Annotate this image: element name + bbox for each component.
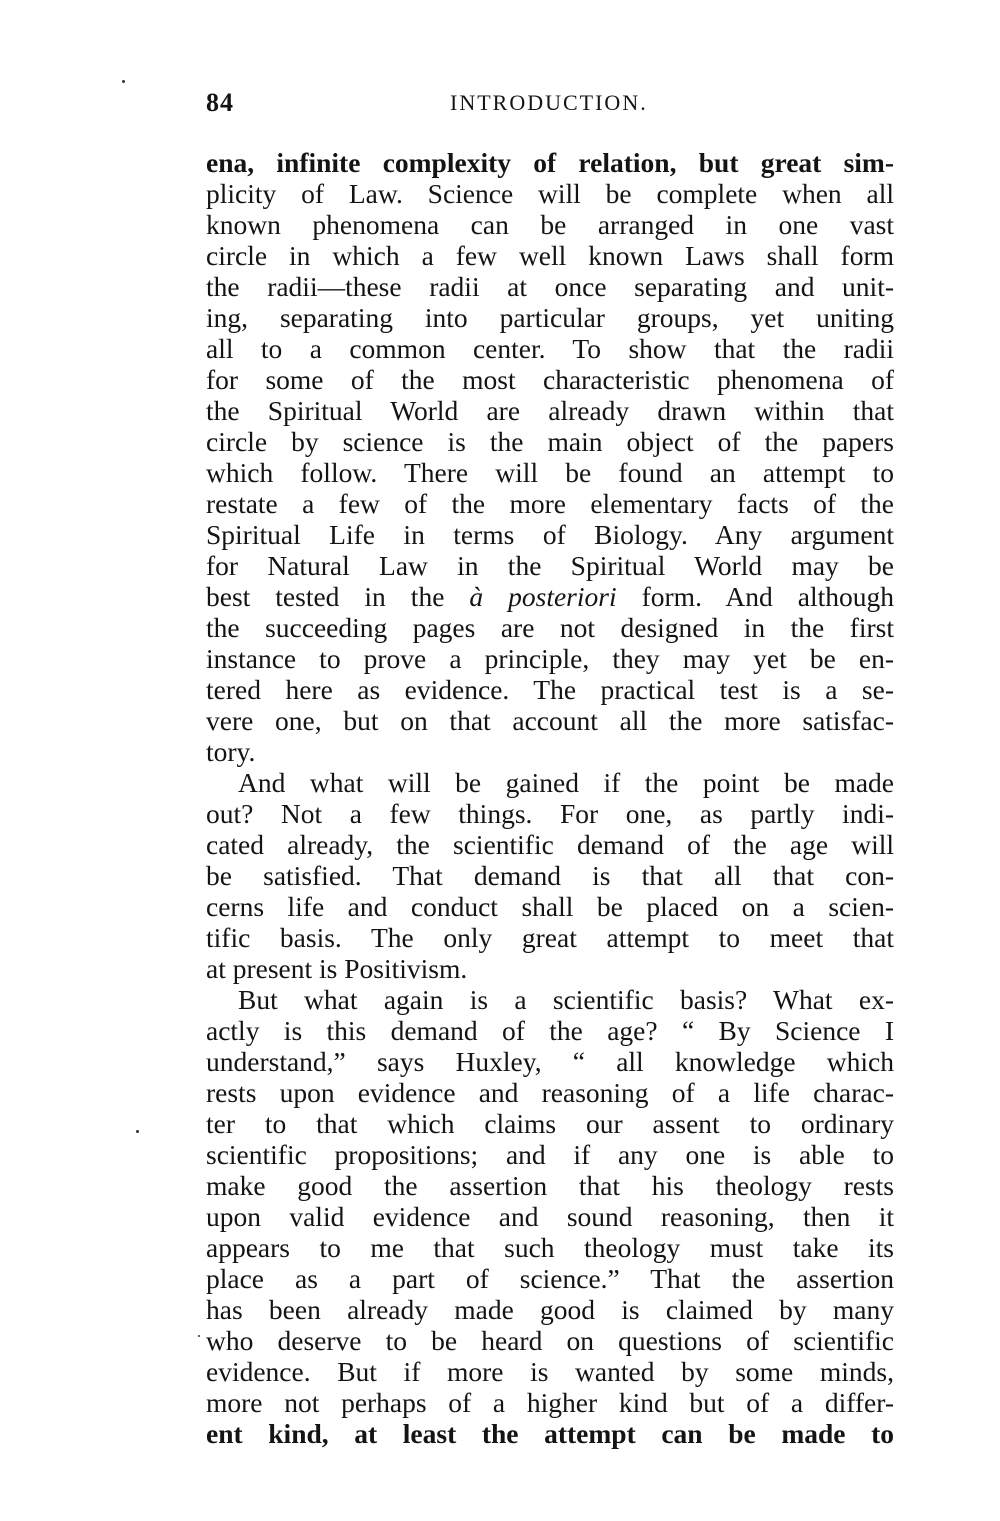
page-number: 84 bbox=[206, 88, 234, 117]
text-segment: best tested in the bbox=[206, 581, 470, 612]
text-line: rests upon evidence and reasoning of a life charac- bbox=[206, 1077, 894, 1108]
text-line: actly is this demand of the age? “ By Science I bbox=[206, 1015, 894, 1046]
text-line: instance to prove a principle, they may yet be en- bbox=[206, 643, 894, 674]
text-line: out? Not a few things. For one, as partly indi- bbox=[206, 798, 894, 829]
text-line: ent kind, at least the attempt can be made to bbox=[206, 1418, 894, 1449]
text-line: the radii—these radii at once separating and unit- bbox=[206, 271, 894, 302]
text-line: ter to that which claims our assent to ordinary bbox=[206, 1108, 894, 1139]
italic-phrase: à posteriori bbox=[469, 581, 617, 612]
text-line: restate a few of the more elementary facts of the bbox=[206, 488, 894, 519]
text-line: understand,” says Huxley, “ all knowledge which bbox=[206, 1046, 894, 1077]
text-line: appears to me that such theology must take its bbox=[206, 1232, 894, 1263]
text-line: place as a part of science.” That the assertion bbox=[206, 1263, 894, 1294]
print-speck bbox=[122, 80, 125, 83]
text-line: But what again is a scientific basis? What ex- bbox=[238, 984, 894, 1015]
text-line: for some of the most characteristic phenomena of bbox=[206, 364, 894, 395]
text-segment: form. And although bbox=[616, 581, 894, 612]
text-line: circle by science is the main object of the papers bbox=[206, 426, 894, 457]
text-line: the succeeding pages are not designed in the first bbox=[206, 612, 894, 643]
print-speck bbox=[198, 1335, 200, 1337]
text-line: cerns life and conduct shall be placed on a scien- bbox=[206, 891, 894, 922]
text-line: upon valid evidence and sound reasoning, then it bbox=[206, 1201, 894, 1232]
text-line: Spiritual Life in terms of Biology. Any argument bbox=[206, 519, 894, 550]
running-head: INTRODUCTION. bbox=[450, 90, 648, 115]
text-line-mixed bbox=[206, 581, 894, 612]
body-text bbox=[206, 147, 894, 1449]
text-line: all to a common center. To show that the radii bbox=[206, 333, 894, 364]
text-line: scientific propositions; and if any one is able to bbox=[206, 1139, 894, 1170]
text-line: known phenomena can be arranged in one vast bbox=[206, 209, 894, 240]
text-line: tory. bbox=[206, 736, 256, 767]
text-line: which follow. There will be found an attempt to bbox=[206, 457, 894, 488]
text-line: ena, infinite complexity of relation, but great sim- bbox=[206, 147, 894, 178]
text-line: tific basis. The only great attempt to meet that bbox=[206, 922, 894, 953]
text-line: make good the assertion that his theology rests bbox=[206, 1170, 894, 1201]
text-line: be satisfied. That demand is that all that con- bbox=[206, 860, 894, 891]
text-line: has been already made good is claimed by many bbox=[206, 1294, 894, 1325]
text-line: the Spiritual World are already drawn within that bbox=[206, 395, 894, 426]
text-line: at present is Positivism. bbox=[206, 953, 468, 984]
text-line: more not perhaps of a higher kind but of a differ- bbox=[206, 1387, 894, 1418]
text-line: evidence. But if more is wanted by some minds, bbox=[206, 1356, 894, 1387]
text-line: cated already, the scientific demand of the age will bbox=[206, 829, 894, 860]
text-line: who deserve to be heard on questions of scientific bbox=[206, 1325, 894, 1356]
text-line: plicity of Law. Science will be complete when all bbox=[206, 178, 894, 209]
text-line: tered here as evidence. The practical test is a se- bbox=[206, 674, 894, 705]
text-line: for Natural Law in the Spiritual World may be bbox=[206, 550, 894, 581]
print-speck bbox=[136, 1130, 139, 1133]
text-line: ing, separating into particular groups, yet uniting bbox=[206, 302, 894, 333]
page-header bbox=[206, 88, 892, 122]
text-line: circle in which a few well known Laws shall form bbox=[206, 240, 894, 271]
text-line: And what will be gained if the point be made bbox=[238, 767, 894, 798]
text-line: vere one, but on that account all the more satisfac- bbox=[206, 705, 894, 736]
